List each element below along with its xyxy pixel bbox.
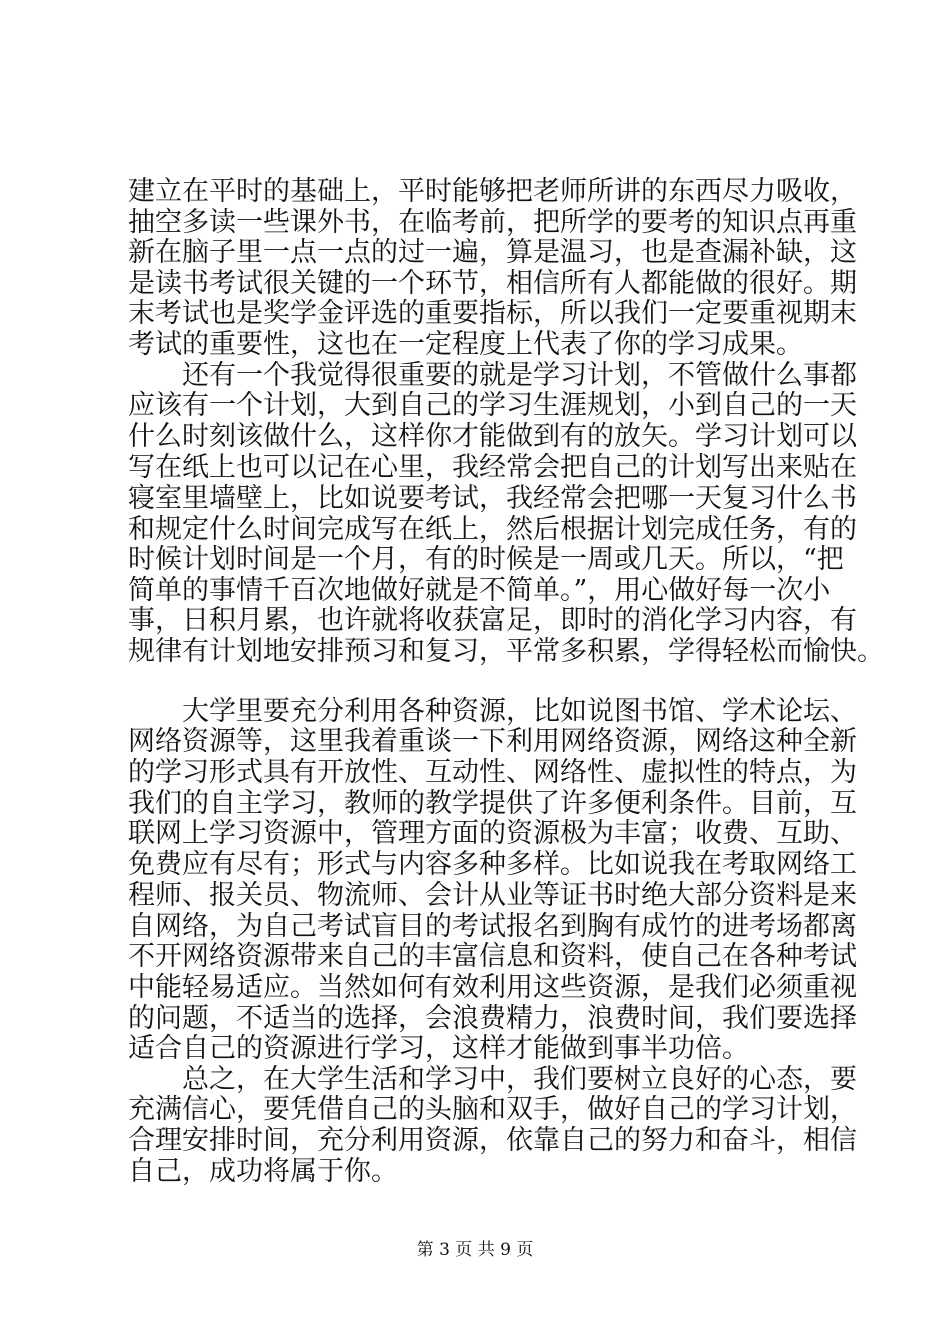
page-footer: 第 3 页 共 9 页 [416,1240,534,1260]
paragraph-first-line: 总之，在大学生活和学习中，我们要树立良好的心态，要 [182,1064,857,1095]
text-line: 规律有计划地安排预习和复习，平常多积累，学得轻松而愉快。 [128,636,884,667]
text-line: 写在纸上也可以记在心里，我经常会把自己的计划写出来贴在 [128,452,857,483]
text-line: 应该有一个计划，大到自己的学习生涯规划，小到自己的一天 [128,390,857,421]
text-line: 寝室里墙壁上，比如说要考试，我经常会把哪一天复习什么书 [128,483,857,514]
text-line: 我们的自主学习，教师的教学提供了许多便利条件。目前，互 [128,788,857,819]
paragraph-first-line: 还有一个我觉得很重要的就是学习计划，不管做什么事都 [182,360,857,391]
text-line: 新在脑子里一点一点的过一遍，算是温习，也是查漏补缺，这 [128,237,857,268]
text-line: 建立在平时的基础上，平时能够把老师所讲的东西尽力吸收， [128,176,857,207]
text-line: 免费应有尽有；形式与内容多种多样。比如说我在考取网络工 [128,849,857,880]
text-line: 和规定什么时间完成写在纸上，然后根据计划完成任务，有的 [128,514,857,545]
text-line: 末考试也是奖学金评选的重要指标，所以我们一定要重视期末 [128,298,857,329]
text-line: 网络资源等，这里我着重谈一下利用网络资源，网络这种全新 [128,726,857,757]
text-line: 考试的重要性，这也在一定程度上代表了你的学习成果。 [128,329,803,360]
text-line: 程师、报关员、物流师、会计从业等证书时绝大部分资料是来 [128,880,857,911]
text-line: 自己，成功将属于你。 [128,1156,398,1187]
text-line: 简单的事情千百次地做好就是不简单。”，用心做好每一次小 [128,575,831,606]
text-line: 的问题，不适当的选择，会浪费精力，浪费时间，我们要选择 [128,1003,857,1034]
text-line: 时候计划时间是一个月，有的时候是一周或几天。所以，“把 [128,544,844,575]
text-line: 合理安排时间，充分利用资源，依靠自己的努力和奋斗，相信 [128,1125,857,1156]
text-line: 中能轻易适应。当然如何有效利用这些资源，是我们必须重视 [128,972,857,1003]
text-line: 事，日积月累，也许就将收获富足，即时的消化学习内容，有 [128,605,857,636]
text-line: 什么时刻该做什么，这样你才能做到有的放矢。学习计划可以 [128,421,857,452]
text-line: 充满信心，要凭借自己的头脑和双手，做好自己的学习计划， [128,1094,857,1125]
text-line: 不开网络资源带来自己的丰富信息和资料，使自己在各种考试 [128,941,857,972]
text-line: 是读书考试很关键的一个环节，相信所有人都能做的很好。期 [128,268,857,299]
text-line: 的学习形式具有开放性、互动性、网络性、虚拟性的特点，为 [128,757,857,788]
text-line: 自网络，为自己考试盲目的考试报名到胸有成竹的进考场都离 [128,911,857,942]
text-line: 抽空多读一些课外书，在临考前，把所学的要考的知识点再重 [128,207,857,238]
paragraph-first-line: 大学里要充分利用各种资源，比如说图书馆、学术论坛、 [182,696,857,727]
text-line: 适合自己的资源进行学习，这样才能做到事半功倍。 [128,1033,749,1064]
text-line: 联网上学习资源中，管理方面的资源极为丰富；收费、互助、 [128,818,857,849]
